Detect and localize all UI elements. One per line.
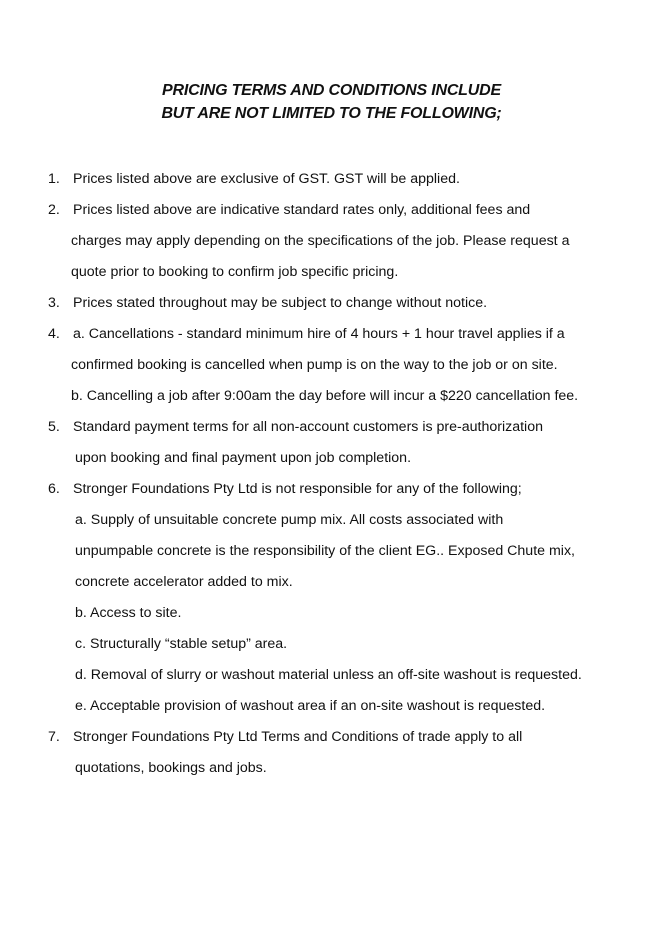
term-4-continued	[0, 355, 663, 386]
term-6-subitem	[0, 665, 663, 696]
term-text: Standard payment terms for all non-account customers is pre-authorization	[73, 419, 543, 435]
title-line-1: PRICING TERMS AND CONDITIONS INCLUDE	[162, 82, 501, 99]
term-text: d. Removal of slurry or washout material unless an off-site washout is requested.	[75, 667, 582, 683]
term-number: 3.	[48, 295, 60, 311]
term-text: b. Cancelling a job after 9:00am the day before will incur a $220 cancellation fee.	[71, 388, 579, 404]
term-6	[0, 479, 663, 510]
term-number: 4.	[48, 326, 60, 342]
term-6-continued	[0, 541, 663, 572]
term-text: charges may apply depending on the specifications of the job. Please request a	[71, 233, 570, 249]
term-text: quotations, bookings and jobs.	[75, 760, 267, 776]
term-text: b. Access to site.	[75, 605, 182, 621]
term-6-subitem	[0, 603, 663, 634]
term-3	[0, 293, 663, 324]
term-2	[0, 200, 663, 231]
term-number: 5.	[48, 419, 60, 435]
document-title	[0, 79, 663, 125]
term-7	[0, 727, 663, 758]
term-text: quote prior to booking to confirm job specific pricing.	[71, 264, 399, 280]
terms-list	[0, 169, 663, 789]
term-text: concrete accelerator added to mix.	[75, 574, 293, 590]
term-text: e. Acceptable provision of washout area if an on-site washout is requested.	[75, 698, 546, 714]
term-6-subitem	[0, 634, 663, 665]
term-number: 1.	[48, 171, 60, 187]
term-text: upon booking and final payment upon job completion.	[75, 450, 412, 466]
term-2-continued	[0, 231, 663, 262]
term-text: Stronger Foundations Pty Ltd Terms and Conditions of trade apply to all	[73, 729, 523, 745]
term-5-continued	[0, 448, 663, 479]
term-text: a. Supply of unsuitable concrete pump mix. All costs associated with	[75, 512, 504, 528]
term-text: confirmed booking is cancelled when pump is on the way to the job or on site.	[71, 357, 558, 373]
term-6-continued	[0, 572, 663, 603]
term-4-subitem	[0, 386, 663, 417]
term-text: Stronger Foundations Pty Ltd is not responsible for any of the following;	[73, 481, 522, 497]
term-number: 7.	[48, 729, 60, 745]
term-5	[0, 417, 663, 448]
term-number: 2.	[48, 202, 60, 218]
term-text: Prices stated throughout may be subject to change without notice.	[73, 295, 488, 311]
term-text: a. Cancellations - standard minimum hire of 4 hours + 1 hour travel applies if a	[73, 326, 565, 342]
term-7-continued	[0, 758, 663, 789]
term-6-subitem	[0, 696, 663, 727]
term-2-continued	[0, 262, 663, 293]
title-line-2: BUT ARE NOT LIMITED TO THE FOLLOWING;	[161, 105, 502, 122]
term-number: 6.	[48, 481, 60, 497]
term-text: Prices listed above are exclusive of GST. GST will be applied.	[73, 171, 460, 187]
term-4	[0, 324, 663, 355]
term-text: c. Structurally “stable setup” area.	[75, 636, 288, 652]
term-6-subitem	[0, 510, 663, 541]
term-text: unpumpable concrete is the responsibility of the client EG.. Exposed Chute mix,	[75, 543, 575, 559]
term-text: Prices listed above are indicative standard rates only, additional fees and	[73, 202, 531, 218]
term-1	[0, 169, 663, 200]
